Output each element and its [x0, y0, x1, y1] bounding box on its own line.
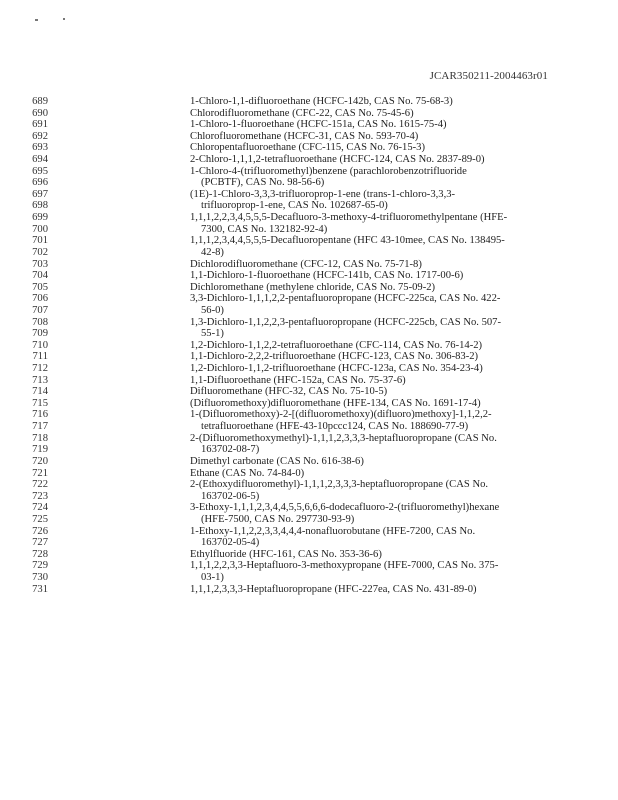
line-number: 709: [32, 328, 48, 340]
line-number: 697: [32, 188, 48, 200]
line-number: 700: [32, 223, 48, 235]
document-line: [0, 479, 618, 491]
line-text: Ethylfluoride (HFC-161, CAS No. 353-36-6): [190, 548, 382, 560]
line-number: 717: [32, 421, 48, 433]
line-text: 1-(Difluoromethoxy)-2-[(difluoromethoxy)(difluoro)methoxy]-1,1,2,2-: [190, 409, 492, 421]
line-number: 715: [32, 397, 48, 409]
document-line: [0, 282, 618, 294]
line-number: 725: [32, 513, 48, 525]
document-line: [0, 398, 618, 410]
line-number: 723: [32, 490, 48, 502]
document-line: [0, 317, 618, 329]
line-text: 1,1,1,2,2,3,4,5,5,5-Decafluoro-3-methoxy-4-trifluoromethylpentane (HFE-: [190, 212, 508, 224]
line-number: 730: [32, 571, 48, 583]
line-text: 3-Ethoxy-1,1,1,2,3,4,4,5,5,6,6,6-dodecafluoro-2-(trifluoromethyl)hexane: [190, 502, 500, 514]
document-line: [0, 131, 618, 143]
line-text: 1,1,1,2,3,3,3-Heptafluoropropane (HFC-227ea, CAS No. 431-89-0): [190, 583, 477, 595]
line-number: 702: [32, 246, 48, 258]
line-number: 712: [32, 363, 48, 375]
line-number: 728: [32, 548, 48, 560]
document-line: [0, 328, 618, 340]
scan-speck: [63, 18, 65, 20]
line-text: 1-Chloro-1,1-difluoroethane (HCFC-142b, CAS No. 75-68-3): [190, 96, 453, 107]
document-line: [0, 409, 618, 421]
line-number: 708: [32, 316, 48, 328]
line-text: 1,1-Dichloro-1-fluoroethane (HCFC-141b, CAS No. 1717-00-6): [190, 270, 464, 282]
line-number: 689: [32, 96, 48, 107]
line-text: 2-(Ethoxydifluoromethyl)-1,1,1,2,3,3,3-heptafluoropropane (CAS No.: [190, 479, 489, 491]
line-text-continuation: tetrafluoroethane (HFE-43-10pccc124, CAS No. 188690-77-9): [201, 421, 469, 433]
document-line: [0, 433, 618, 445]
document-line: [0, 386, 618, 398]
document-line: [0, 177, 618, 189]
line-number: 720: [32, 455, 48, 467]
line-text-continuation: 55-1): [201, 328, 224, 340]
line-text-continuation: 163702-06-5): [201, 490, 260, 502]
line-text: Chlorodifluoromethane (CFC-22, CAS No. 75-45-6): [190, 107, 414, 119]
line-number: 727: [32, 537, 48, 549]
document-line: [0, 270, 618, 282]
line-text: 1-Ethoxy-1,1,2,2,3,3,4,4,4-nonafluorobutane (HFE-7200, CAS No.: [190, 525, 476, 537]
document-line: [0, 584, 618, 596]
line-text: (1E)-1-Chloro-3,3,3-trifluoroprop-1-ene (trans-1-chloro-3,3,3-: [190, 188, 456, 200]
line-text: 1-Chloro-4-(trifluoromethyl)benzene (parachlorobenzotrifluoride: [190, 165, 467, 177]
line-text: 3,3-Dichloro-1,1,1,2,2-pentafluoropropane (HCFC-225ca, CAS No. 422-: [190, 293, 501, 305]
document-line: [0, 526, 618, 538]
document-line: [0, 363, 618, 375]
line-text-continuation: (PCBTF), CAS No. 98-56-6): [201, 177, 325, 189]
line-text-continuation: 42-8): [201, 246, 224, 258]
line-text: Difluoromethane (HFC-32, CAS No. 75-10-5): [190, 386, 388, 398]
document-line: [0, 491, 618, 503]
document-line: [0, 537, 618, 549]
line-number: 714: [32, 386, 48, 398]
document-line: [0, 212, 618, 224]
document-line: [0, 200, 618, 212]
document-line: [0, 549, 618, 561]
line-text: 1,1,1,2,3,4,4,5,5,5-Decafluoropentane (HFC 43-10mee, CAS No. 138495-: [190, 235, 505, 247]
document-line: [0, 235, 618, 247]
line-number: 731: [32, 583, 48, 595]
document-line: [0, 108, 618, 120]
line-text-continuation: 03-1): [201, 571, 224, 583]
line-number: 692: [32, 130, 48, 142]
line-number: 696: [32, 177, 48, 189]
line-number: 695: [32, 165, 48, 177]
line-number: 693: [32, 142, 48, 154]
document-line: [0, 96, 618, 108]
document-line: [0, 224, 618, 236]
line-text-continuation: 7300, CAS No. 132182-92-4): [201, 223, 328, 235]
line-number: 716: [32, 409, 48, 421]
scan-speck: [35, 19, 38, 21]
line-number: 713: [32, 374, 48, 386]
line-text: 1,2-Dichloro-1,1,2,2-tetrafluoroethane (CFC-114, CAS No. 76-14-2): [190, 339, 483, 351]
line-number: 710: [32, 339, 48, 351]
line-text: Dimethyl carbonate (CAS No. 616-38-6): [190, 455, 364, 467]
document-line: [0, 119, 618, 131]
line-text: 2-Chloro-1,1,1,2-tetrafluoroethane (HCFC-124, CAS No. 2837-89-0): [190, 154, 485, 166]
line-text: 1,3-Dichloro-1,1,2,2,3-pentafluoropropane (HCFC-225cb, CAS No. 507-: [190, 316, 501, 328]
line-number: 701: [32, 235, 48, 247]
line-text: Chloropentafluoroethane (CFC-115, CAS No. 76-15-3): [190, 142, 425, 154]
line-number: 707: [32, 304, 48, 316]
line-text-continuation: trifluoroprop-1-ene, CAS No. 102687-65-0): [201, 200, 388, 212]
line-number: 699: [32, 212, 48, 224]
document-line: [0, 375, 618, 387]
document-line: [0, 468, 618, 480]
line-text: 1,1,1,2,2,3,3-Heptafluoro-3-methoxypropane (HFE-7000, CAS No. 375-: [190, 560, 499, 572]
line-number: 705: [32, 281, 48, 293]
line-text-continuation: 163702-08-7): [201, 444, 260, 456]
document-id: JCAR350211-2004463r01: [429, 70, 548, 82]
document-line: [0, 502, 618, 514]
document-line: [0, 154, 618, 166]
line-number: 706: [32, 293, 48, 305]
line-text: (Difluoromethoxy)difluoromethane (HFE-134, CAS No. 1691-17-4): [190, 397, 481, 409]
document-line: [0, 305, 618, 317]
numbered-line-list: [0, 96, 618, 595]
document-line: [0, 351, 618, 363]
document-line: [0, 247, 618, 259]
line-number: 703: [32, 258, 48, 270]
line-text-continuation: 56-0): [201, 304, 224, 316]
line-number: 722: [32, 479, 48, 491]
line-text-continuation: (HFE-7500, CAS No. 297730-93-9): [201, 513, 355, 525]
document-line: [0, 166, 618, 178]
line-number: 724: [32, 502, 48, 514]
line-text-continuation: 163702-05-4): [201, 537, 260, 549]
line-text: Dichlorodifluoromethane (CFC-12, CAS No. 75-71-8): [190, 258, 422, 270]
line-number: 690: [32, 107, 48, 119]
line-number: 691: [32, 119, 48, 131]
document-line: [0, 560, 618, 572]
document-line: [0, 572, 618, 584]
line-number: 718: [32, 432, 48, 444]
line-text: 1,1-Difluoroethane (HFC-152a, CAS No. 75-37-6): [190, 374, 406, 386]
line-number: 698: [32, 200, 48, 212]
line-number: 711: [32, 351, 48, 363]
line-number: 721: [32, 467, 48, 479]
line-number: 704: [32, 270, 48, 282]
line-text: Ethane (CAS No. 74-84-0): [190, 467, 305, 479]
line-number: 729: [32, 560, 48, 572]
document-line: [0, 421, 618, 433]
document-line: [0, 340, 618, 352]
document-line: [0, 293, 618, 305]
document-line: [0, 456, 618, 468]
line-number: 719: [32, 444, 48, 456]
line-number: 726: [32, 525, 48, 537]
document-line: [0, 259, 618, 271]
document-line: [0, 189, 618, 201]
line-text: Chlorofluoromethane (HCFC-31, CAS No. 593-70-4): [190, 130, 419, 142]
line-text: 1,2-Dichloro-1,1,2-trifluoroethane (HCFC-123a, CAS No. 354-23-4): [190, 363, 483, 375]
line-text: Dichloromethane (methylene chloride, CAS No. 75-09-2): [190, 281, 436, 293]
document-line: [0, 444, 618, 456]
line-text: 1-Chloro-1-fluoroethane (HCFC-151a, CAS No. 1615-75-4): [190, 119, 447, 131]
line-text: 1,1-Dichloro-2,2,2-trifluoroethane (HCFC-123, CAS No. 306-83-2): [190, 351, 479, 363]
document-line: [0, 142, 618, 154]
line-number: 694: [32, 154, 48, 166]
line-text: 2-(Difluoromethoxymethyl)-1,1,1,2,3,3,3-heptafluoropropane (CAS No.: [190, 432, 497, 444]
document-line: [0, 514, 618, 526]
